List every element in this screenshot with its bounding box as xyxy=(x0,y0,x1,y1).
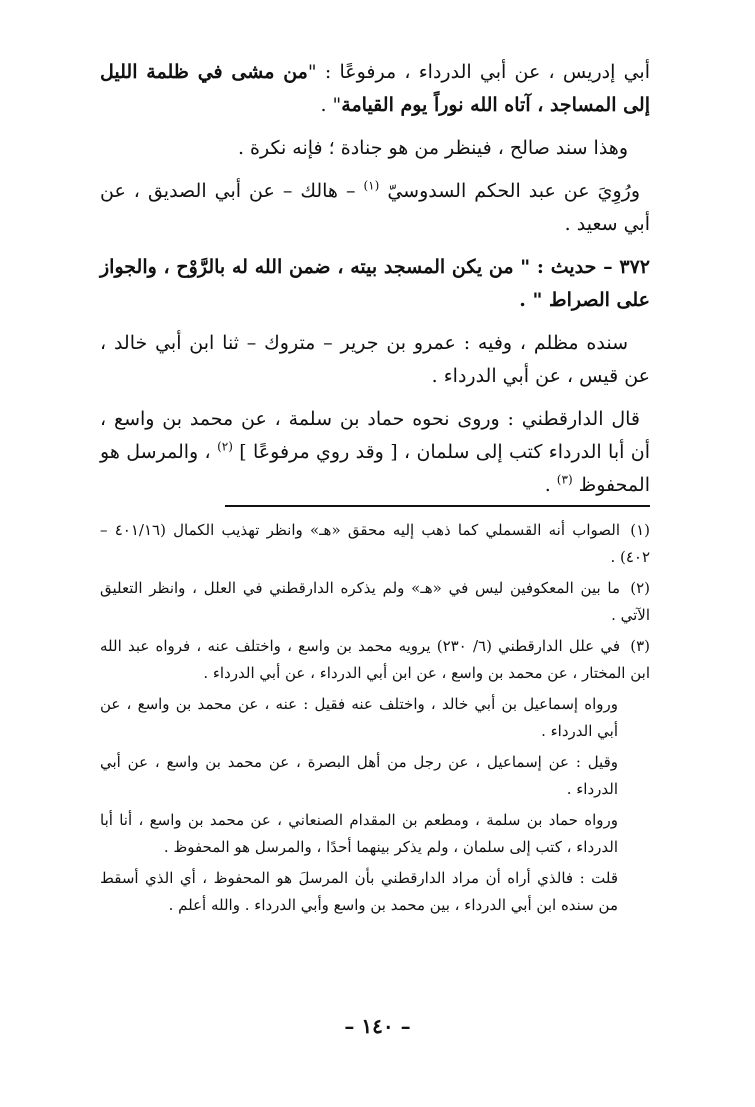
paragraph-alternate-chain xyxy=(100,175,650,241)
footnote-number: (٢) xyxy=(630,579,650,597)
text-span: ، والمرسل هو المحفوظ xyxy=(100,441,650,496)
text-span: – هالك – عن أبي الصديق ، عن أبي سعيد . xyxy=(100,180,650,235)
footnote-ref-1: (١) xyxy=(363,178,380,193)
text-span: ما بين المعكوفين ليس في «هـ» ولم يذكره الدارقطني في العلل ، وانظر التعليق الآتي . xyxy=(100,579,650,624)
text-span: ورُوِيَ عن عبد الحكم السدوسيّ xyxy=(387,180,640,202)
text-span: الصواب أنه القسملي كما ذهب إليه محقق «هـ» وانظر تهذيب الكمال (٤٠١/١٦ – ٤٠٢) . xyxy=(100,521,650,566)
footnote-3-continuation: وقيل : عن إسماعيل ، عن رجل من أهل البصرة ، عن محمد بن واسع ، عن أبي الدرداء . xyxy=(100,753,618,798)
footnote-divider xyxy=(225,505,650,507)
paragraph-hadith-371-end xyxy=(100,56,650,122)
footnote-ref-3: (٣) xyxy=(556,472,573,487)
paragraph-daraqutni xyxy=(100,403,650,502)
footnote-number: (٣) xyxy=(630,637,651,655)
hadith-text-bold: من مشى في ظلمة الليل إلى المساجد ، آتاه الله نوراً يوم القيامة xyxy=(100,61,650,116)
footnote-3-continuation: ورواه إسماعيل بن أبي خالد ، واختلف عنه فقيل : عنه ، عن محمد بن واسع ، عن أبي الدرداء . xyxy=(100,695,618,740)
main-text xyxy=(100,56,650,512)
footnote-ref-2: (٢) xyxy=(217,439,233,454)
footnote-3 xyxy=(100,633,650,687)
text-span: " . xyxy=(320,94,342,116)
footnote-number: (١) xyxy=(630,521,650,539)
footnote-3-continuation: قلت : فالذي أراه أن مراد الدارقطني بأن المرسلَ هو المحفوظ ، أي الذي أسقط من سنده ابن أبي الدرداء ، بين محمد بن واسع وأبي الدرداء . والله أعلم . xyxy=(100,869,618,914)
text-span: أبي إدريس ، عن أبي الدرداء ، مرفوعًا : " xyxy=(307,61,650,83)
paragraph-chain-analysis: سنده مظلم ، وفيه : عمرو بن جرير – متروك – ثنا ابن أبي خالد ، عن قيس ، عن أبي الدرداء . xyxy=(100,332,650,387)
text-span: في علل الدارقطني (٦/ ٢٣٠) يرويه محمد بن واسع ، واختلف عنه ، فرواه عبد الله ابن المختار ، عن محمد بن واسع ، عن ابن أبي الدرداء ، عن أبي الدرداء . xyxy=(100,637,650,682)
paragraph-hadith-372: ٣٧٢ – حديث : " من يكن المسجد بيته ، ضمن الله له بالرَّوْح ، والجواز على الصراط " . xyxy=(100,256,650,311)
paragraph-grading: وهذا سند صالح ، فينظر من هو جنادة ؛ فإنه نكرة . xyxy=(237,137,628,159)
text-span: . xyxy=(544,474,551,496)
footnote-2 xyxy=(100,575,650,629)
text-span: قال الدارقطني : وروى نحوه حماد بن سلمة ، عن محمد بن واسع ، أن أبا الدرداء كتب إلى سلمان ، [ وقد روي مرفوعًا ] xyxy=(100,408,650,463)
footnote-1 xyxy=(100,517,650,571)
footnotes xyxy=(100,517,650,923)
footnote-3-continuation: ورواه حماد بن سلمة ، ومطعم بن المقدام الصنعاني ، عن محمد بن واسع ، أنا أبا الدرداء ، كتب إلى سلمان ، ولم يذكر بينهما أحدًا ، والمرسل هو المحفوظ . xyxy=(100,811,618,856)
page-number: – ١٤٠ – xyxy=(344,1014,411,1038)
